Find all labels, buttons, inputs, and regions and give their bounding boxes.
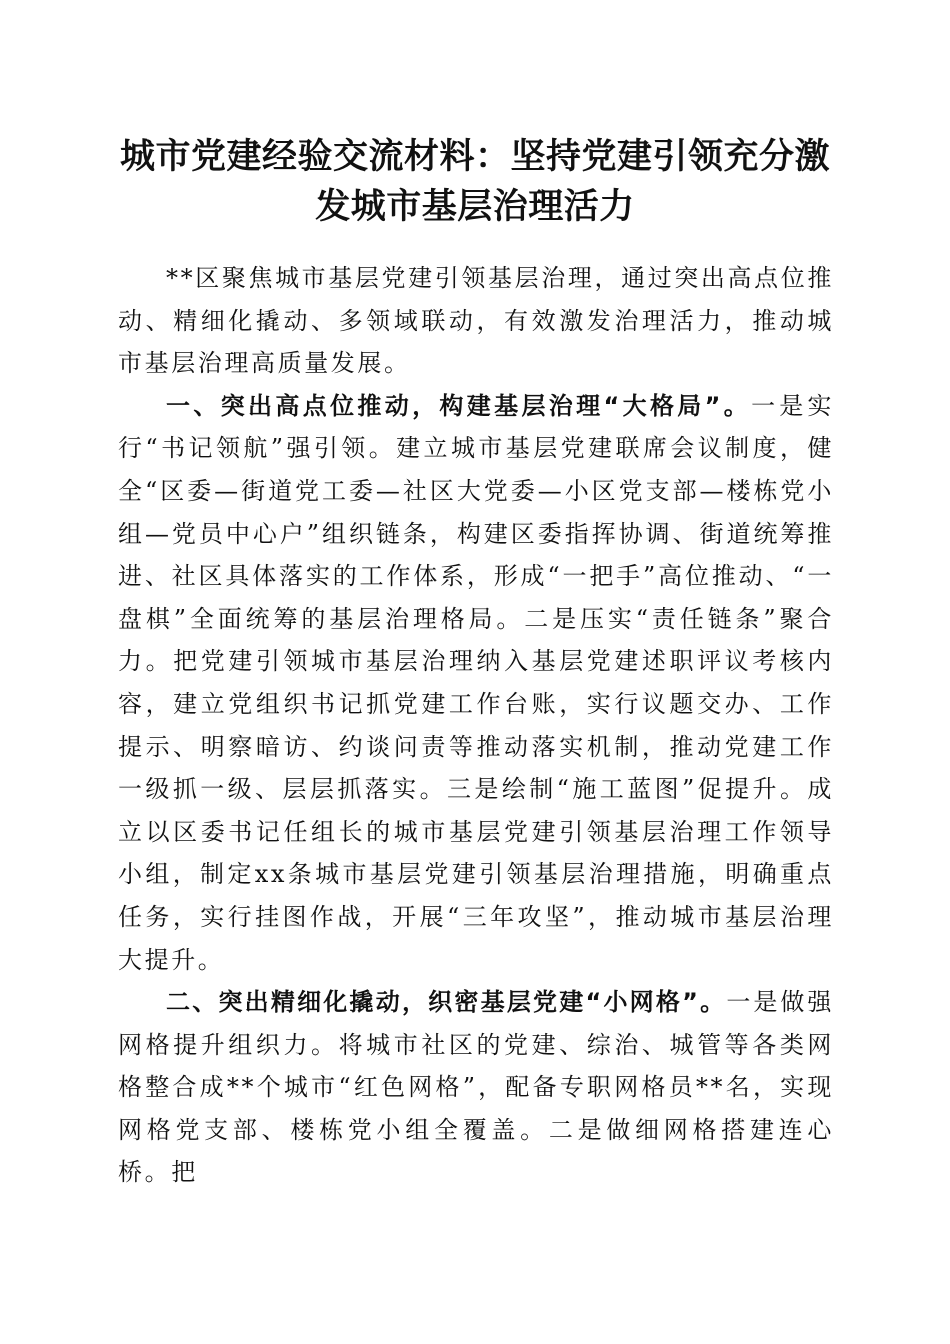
section-1-body: 一是实行“书记领航”强引领。建立城市基层党建联席会议制度，健全“区委—街道党工委—社区大党委—小区党支部—楼栋党小组—党员中心户”组织链条，构建区委指挥协调、街道统筹推进、社区具体落实的工作体系，形成“一把手”高位推动、“一盘棋”全面统筹的基层治理格局。二是压实“责任链条”聚合力。把党建引领城市基层治理纳入基层党建述职评议考核内容，建立党组织书记抓党建工作台账，实行议题交办、工作提示、明察暗访、约谈问责等推动落实机制，推动党建工作一级抓一级、层层抓落实。三是绘制“施工蓝图”促提升。成立以区委书记任组长的城市基层党建引领基层治理工作领导小组，制定xx条城市基层党建引领基层治理措施，明确重点任务，实行挂图作战，开展“三年攻坚”，推动城市基层治理大提升。 [118, 391, 834, 974]
section-1-heading: 一、突出高点位推动，构建基层治理“大格局”。 [166, 391, 752, 420]
section-2-body: 一是做强网格提升组织力。将城市社区的党建、综治、城管等各类网格整合成**个城市“红色网格”，配备专职网格员**名，实现网格党支部、楼栋党小组全覆盖。二是做细网格搭建连心桥。把 [118, 988, 834, 1187]
title-line-2: 发城市基层治理活力 [315, 186, 635, 227]
section-2-heading: 二、突出精细化撬动，织密基层党建“小网格”。 [166, 988, 727, 1017]
section-1-paragraph [118, 385, 834, 981]
section-2-paragraph [118, 981, 834, 1194]
document-body [118, 257, 834, 1194]
title-line-1: 城市党建经验交流材料：坚持党建引领充分激 [119, 136, 830, 177]
document-title [110, 132, 840, 232]
intro-paragraph: **区聚焦城市基层党建引领基层治理，通过突出高点位推动、精细化撬动、多领域联动，有效激发治理活力，推动城市基层治理高质量发展。 [118, 264, 834, 378]
